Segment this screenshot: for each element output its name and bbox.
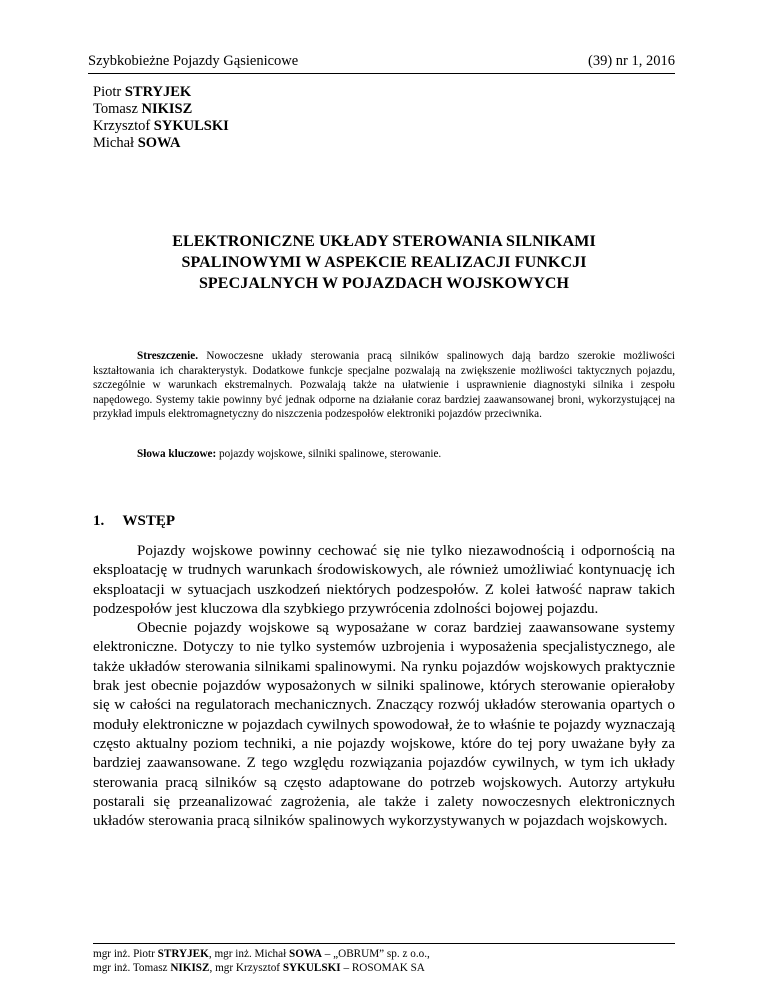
author: Tomasz NIKISZ <box>93 101 193 117</box>
abstract-label: Streszczenie. <box>137 350 198 362</box>
header-divider <box>88 73 675 74</box>
issue-info: (39) nr 1, 2016 <box>588 53 675 69</box>
keywords-label: Słowa kluczowe: <box>137 448 217 460</box>
abstract-text: Nowoczesne układy sterowania pracą silników spalinowych dają bardzo szerokie możliwości kształtowania ich charakterystyk. Dodatkowe funkcje specjalne pozwalają na zwiększenie możliwości taktycznych pojazdu, szczególnie w warunkach ekstremalnych. Pozwalają także na ułatwienie i usprawnienie diagnostyki silnika i zespołu napędowego. Systemy takie powinny być jednak odporne na działanie coraz bardziej zaawansowanej broni, wykorzystującej na przykład impuls elektromagnetyczny do niszczenia podzespołów elektroniki pojazdów przeciwnika. <box>93 350 675 421</box>
abstract <box>93 349 675 422</box>
author: Krzysztof SYKULSKI <box>93 118 229 134</box>
author-affiliations <box>93 947 675 975</box>
affiliation-line: mgr inż. Piotr STRYJEK, mgr inż. Michał SOWA – „OBRUM” sp. z o.o., <box>93 948 430 960</box>
paragraph: Pojazdy wojskowe powinny cechować się nie tylko niezawodnością i odpornością na eksploatację w trudnych warunkach środowiskowych, ale również umożliwiać kontynuację ich eksploatacji w sytuacjach uszkodzeń niektórych podzespołów. Z kolei łatwość napraw takich podzespołów jest kluczowa dla szybkiego przywrócenia zdolności bojowej pojazdu. <box>93 543 675 617</box>
journal-name: Szybkobieżne Pojazdy Gąsienicowe <box>88 53 299 69</box>
section-title: WSTĘP <box>122 513 175 529</box>
paragraph: Obecnie pojazdy wojskowe są wyposażane w coraz bardziej zaawansowane systemy elektroniczne. Dotyczy to nie tylko systemów uzbrojenia i wyposażenia specjalistycznego, ale także układów sterowania silnikami spalinowymi. Na rynku pojazdów wojskowych praktycznie brak jest obecnie pojazdów wyposażonych w silniki spalinowe, których sterowanie opierałoby się w całości na regulatorach mechanicznych. Znaczący rozwój układów sterowania opartych o moduły elektroniczne w pojazdach cywilnych spowodował, że to właśnie te pojazdy wyznaczają często aktualny poziom techniki, a nie pojazdy wojskowe, które do tej pory uważane były za bardziej zaawansowane. Z tego względu rozwiązania pojazdów cywilnych, w tym ich układy sterowania pracą silników są często adaptowane do potrzeb wojskowych. Autorzy artykułu postarali się przeanalizować zagrożenia, ale także i zalety nowoczesnych elektronicznych układów sterowania pracą silników spalinowych wykorzystywanych w pojazdach wojskowych. <box>93 620 675 830</box>
section-heading <box>93 512 175 530</box>
title-line: SPALINOWYMI W ASPEKCIE REALIZACJI FUNKCJI <box>181 254 587 271</box>
footnote-divider <box>93 943 675 944</box>
paper-title <box>120 231 648 294</box>
section-number: 1. <box>93 513 105 529</box>
affiliation-line: mgr inż. Tomasz NIKISZ, mgr Krzysztof SYKULSKI – ROSOMAK SA <box>93 962 425 974</box>
keywords-text: pojazdy wojskowe, silniki spalinowe, sterowanie. <box>216 448 442 460</box>
author-list <box>93 84 229 152</box>
author: Piotr STRYJEK <box>93 84 192 100</box>
title-line: ELEKTRONICZNE UKŁADY STEROWANIA SILNIKAMI <box>172 233 596 250</box>
running-header <box>88 52 675 70</box>
keywords <box>137 447 675 461</box>
title-line: SPECJALNYCH W POJAZDACH WOJSKOWYCH <box>198 275 570 292</box>
author: Michał SOWA <box>93 135 181 151</box>
body-text <box>93 542 675 831</box>
